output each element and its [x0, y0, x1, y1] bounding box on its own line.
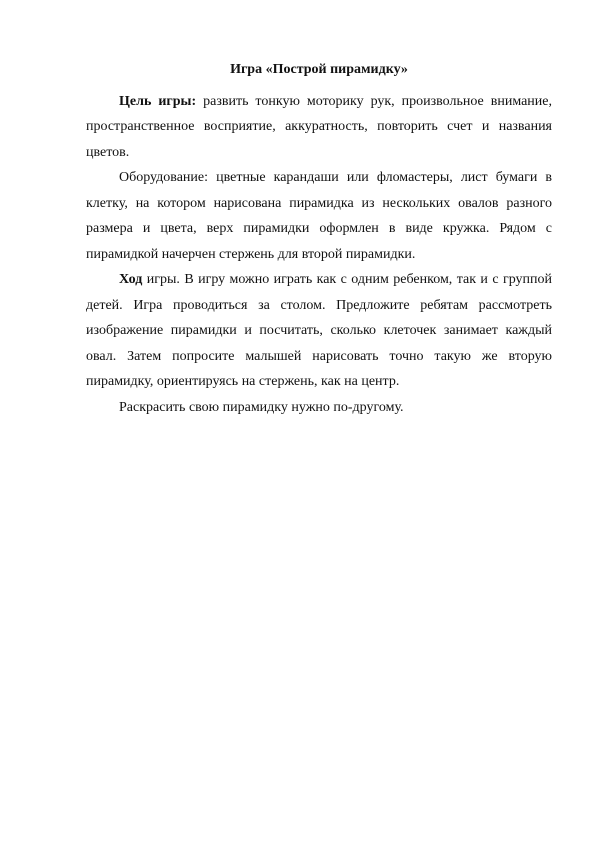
final-paragraph [86, 395, 552, 421]
course-paragraph [86, 267, 552, 395]
document-title: Игра «Построй пирамидку» [230, 62, 408, 77]
equipment-text: Оборудование: цветные карандаши или фломастеры, лист бумаги в клетку, на котором нарисована пирамидка из нескольких овалов разного размера и цвета, верх пирамидки оформлен в виде кружка. Рядом с пирамидкой начерчен стержень для второй пирамидки. [86, 170, 552, 262]
goal-paragraph [86, 89, 552, 166]
course-text: игры. В игру можно играть как с одним ребенком, так и с группой детей. Игра проводиться за столом. Предложите ребятам рассмотреть изображение пирамидки и посчитать, сколько клеточек занимает каждый овал. Затем попросите малышей нарисовать точно такую же вторую пирамидку, ориентируясь на стержень, как на центр. [86, 272, 552, 389]
goal-text: развить тонкую моторику рук, произвольное внимание, пространственное восприятие, аккуратность, повторить счет и названия цветов. [86, 93, 552, 160]
course-label: Ход [119, 272, 143, 287]
equipment-paragraph [86, 165, 552, 267]
goal-label: Цель игры: [119, 93, 197, 109]
final-text: Раскрасить свою пирамидку нужно по-другому. [119, 399, 404, 415]
document-body [86, 57, 552, 420]
